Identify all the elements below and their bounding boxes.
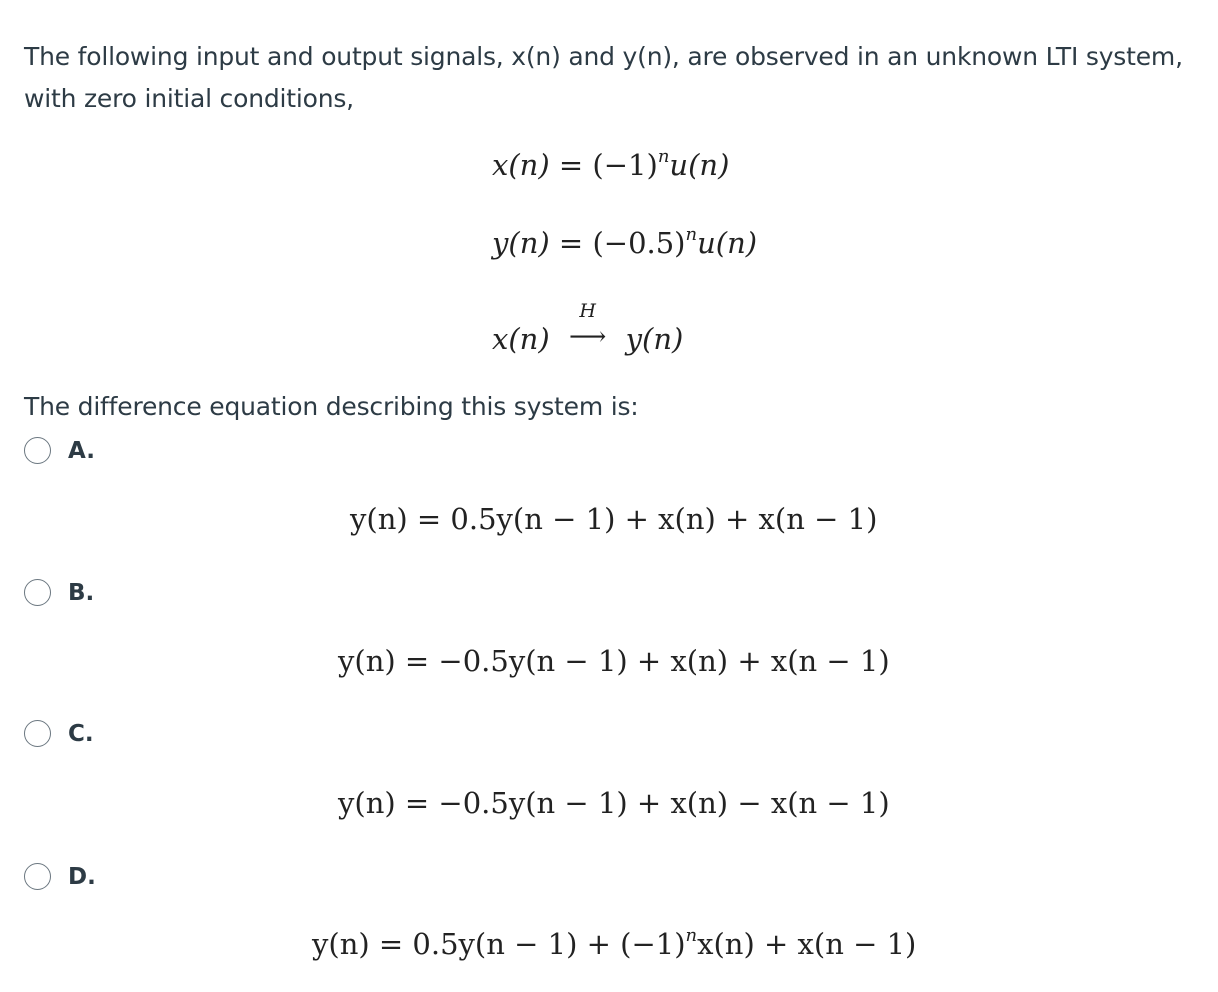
equation-y xyxy=(492,226,757,260)
equation-x-base: (−1) xyxy=(592,148,658,182)
option-d-equation xyxy=(312,927,916,961)
radio-a[interactable] xyxy=(24,437,51,464)
option-b-label: B. xyxy=(68,579,95,606)
radio-d[interactable] xyxy=(24,863,51,890)
mapping-operator: H xyxy=(579,300,596,322)
option-d[interactable] xyxy=(24,863,96,890)
equation-y-lhs: y(n) xyxy=(492,226,550,260)
equation-x-equals: = xyxy=(549,148,593,182)
option-c-equation: y(n) = −0.5y(n − 1) + x(n) − x(n − 1) xyxy=(338,786,890,820)
sub-prompt: The difference equation describing this system is: xyxy=(24,392,639,421)
question-container xyxy=(24,36,1194,961)
equation-y-equals: = xyxy=(549,226,593,260)
right-arrow-icon: ⟶ xyxy=(569,322,607,352)
mapping-arrow-group xyxy=(556,300,620,356)
option-a-label: A. xyxy=(68,437,95,464)
option-d-equation-pre: y(n) = 0.5y(n − 1) + (−1) xyxy=(312,927,686,961)
option-b-equation: y(n) = −0.5y(n − 1) + x(n) + x(n − 1) xyxy=(338,644,890,678)
question-prompt: The following input and output signals, x(n) and y(n), are observed in an unknown LTI system, with zero initial conditions, xyxy=(24,42,1183,113)
option-d-label: D. xyxy=(68,863,96,890)
equation-x-lhs: x(n) xyxy=(492,148,550,182)
equation-x xyxy=(492,148,729,182)
radio-b[interactable] xyxy=(24,579,51,606)
option-a[interactable] xyxy=(24,437,95,464)
equation-y-tail: u(n) xyxy=(697,226,758,260)
option-d-exponent: n xyxy=(685,925,698,946)
option-a-equation: y(n) = 0.5y(n − 1) + x(n) + x(n − 1) xyxy=(350,502,878,536)
mapping-output: y(n) xyxy=(625,322,684,356)
equation-x-exponent: n xyxy=(657,146,670,167)
mapping-input: x(n) xyxy=(492,322,550,356)
radio-c[interactable] xyxy=(24,720,51,747)
option-d-equation-post: x(n) + x(n − 1) xyxy=(697,927,917,961)
system-mapping xyxy=(492,300,684,356)
option-b[interactable] xyxy=(24,579,94,606)
equation-y-exponent: n xyxy=(685,224,698,245)
equation-y-base: (−0.5) xyxy=(592,226,686,260)
equation-x-tail: u(n) xyxy=(669,148,730,182)
option-c-label: C. xyxy=(68,720,94,747)
option-c[interactable] xyxy=(24,720,94,747)
